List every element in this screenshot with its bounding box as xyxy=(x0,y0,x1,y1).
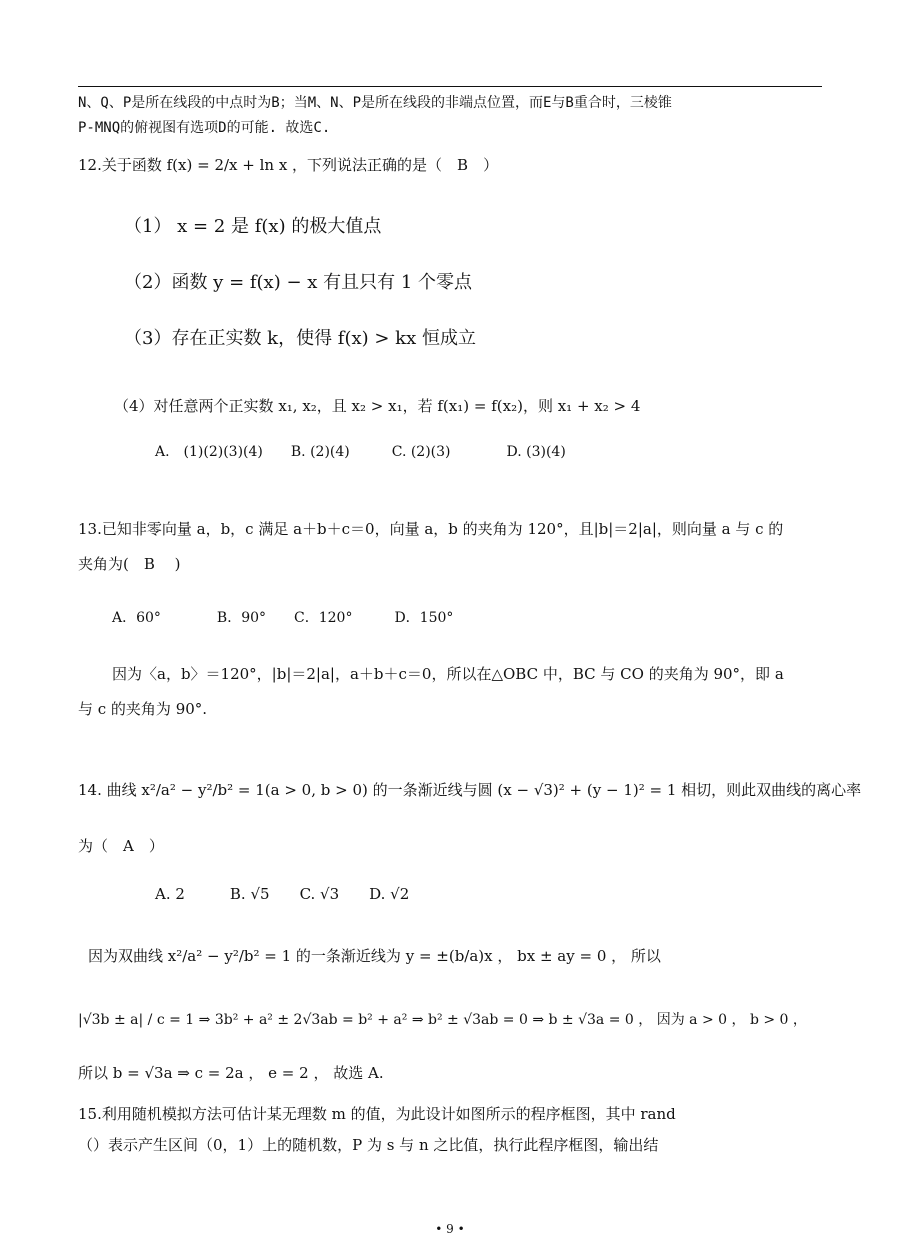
question-13-stem: 13.已知非零向量 a，b，c 满足 a＋b＋c＝0，向量 a，b 的夹角为 120°，且|b|＝2|a|，则向量 a 与 c 的 xyxy=(78,520,784,538)
q14-solution-1: 因为双曲线 x²/a² − y²/b² = 1 的一条渐近线为 y = ±(b/a)x ， bx ± ay = 0 ， 所以 xyxy=(88,947,661,965)
question-14-stem: 14. 曲线 x²/a² − y²/b² = 1(a > 0, b > 0) 的一条渐近线与圆 (x − √3)² + (y − 1)² = 1 相切，则此双曲线的离心率 xyxy=(78,781,862,799)
q12-statement-1: （1） x = 2 是 f(x) 的极大值点 xyxy=(124,216,382,237)
q12-statement-4: （4）对任意两个正实数 x₁, x₂，且 x₂ > x₁，若 f(x₁) = f(x₂)，则 x₁ + x₂ > 4 xyxy=(114,397,641,415)
q13-solution-2: 与 c 的夹角为 90°. xyxy=(78,700,208,718)
q12-options: A. (1)(2)(3)(4) B. (2)(4) C. (2)(3) D. (3)(4) xyxy=(155,444,566,460)
q14-solution-2: |√3b ± a| / c = 1 ⇒ 3b² + a² ± 2√3ab = b² + a² ⇒ b² ± √3ab = 0 ⇒ b ± √3a = 0 ， 因为 a > 0 ， b > 0 ， xyxy=(78,1012,807,1028)
text-line-2: P-MNQ的俯视图有选项D的可能. 故选C. xyxy=(78,120,331,136)
question-15-stem-cont: （）表示产生区间（0，1）上的随机数，P 为 s 与 n 之比值，执行此程序框图，输出结 xyxy=(78,1136,659,1154)
header-rule xyxy=(78,86,822,87)
page-number: • 9 • xyxy=(435,1222,465,1236)
question-13-stem-cont: 夹角为( B ) xyxy=(78,555,181,573)
q14-options: A. 2 B. √5 C. √3 D. √2 xyxy=(155,885,410,903)
q14-solution-3: 所以 b = √3a ⇒ c = 2a ， e = 2 ， 故选 A. xyxy=(78,1064,384,1082)
q13-options: A．60° B．90° C．120° D．150° xyxy=(112,610,454,626)
q13-solution-1: 因为〈a，b〉＝120°，|b|＝2|a|，a＋b＋c＝0，所以在△OBC 中，BC 与 CO 的夹角为 90°，即 a xyxy=(112,665,784,683)
q12-statement-3: （3）存在正实数 k，使得 f(x) > kx 恒成立 xyxy=(124,328,476,349)
question-14-stem-cont: 为（ A ） xyxy=(78,837,164,855)
question-15-stem: 15.利用随机模拟方法可估计某无理数 m 的值，为此设计如图所示的程序框图，其中 rand xyxy=(78,1105,676,1123)
question-12-stem: 12.关于函数 f(x) = 2/x + ln x ，下列说法正确的是（ B ） xyxy=(78,156,499,174)
text-line-1: N、Q、P是所在线段的中点时为B；当M、N、P是所在线段的非端点位置，而E与B重合时，三棱锥 xyxy=(78,95,672,111)
q12-statement-2: （2）函数 y = f(x) − x 有且只有 1 个零点 xyxy=(124,272,473,293)
